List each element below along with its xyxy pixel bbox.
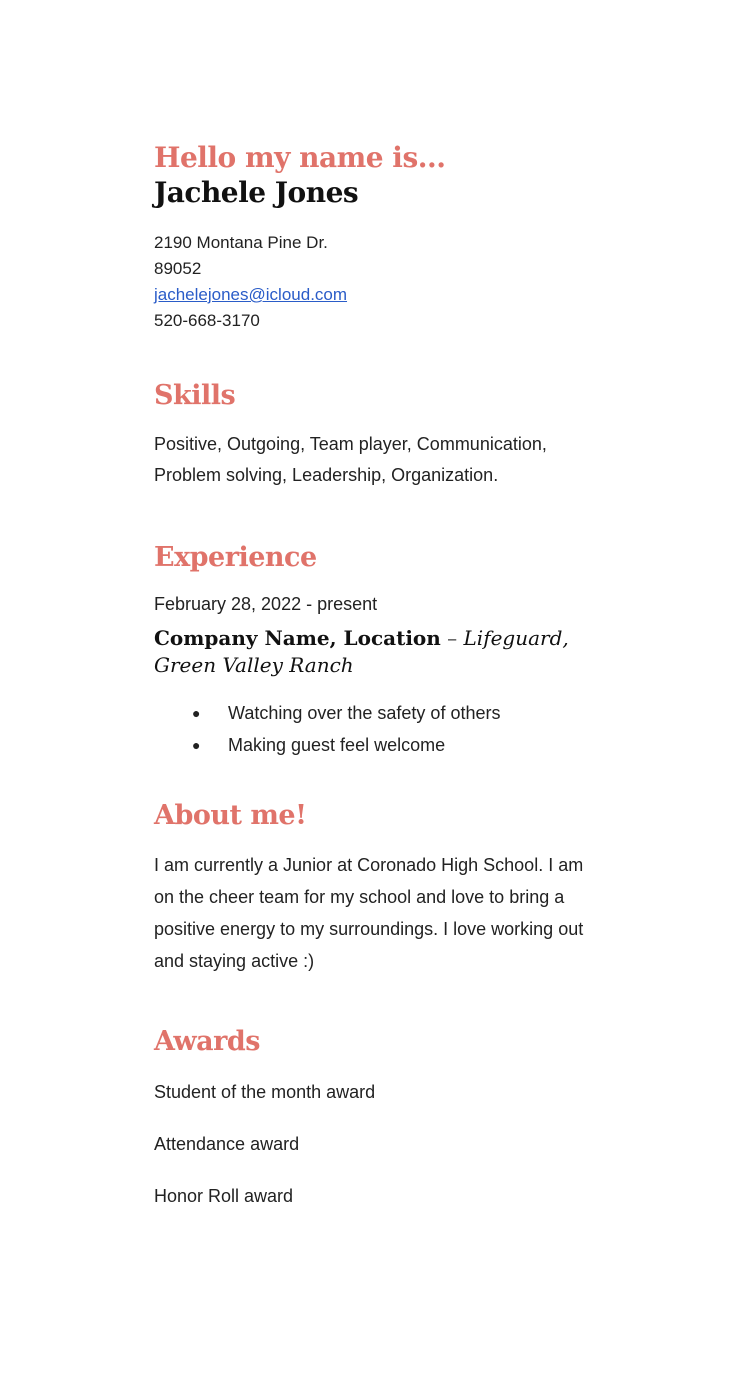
- job-title: Lifeguard, Green Valley Ranch: [154, 626, 569, 677]
- award-item: Attendance award: [154, 1134, 300, 1154]
- experience-section: [154, 541, 604, 761]
- experience-heading: Experience: [154, 542, 317, 573]
- skills-text: Positive, Outgoing, Team player, Communication, Problem solving, Leadership, Organization.: [154, 434, 547, 485]
- experience-bullets: [154, 697, 604, 761]
- list-item: [154, 729, 604, 761]
- about-section: [154, 799, 604, 977]
- zip-line: 89052: [154, 259, 202, 278]
- resume-page: [154, 140, 604, 1209]
- email-link[interactable]: jachelejones@icloud.com: [154, 285, 348, 304]
- about-text: I am currently a Junior at Coronado High School. I am on the cheer team for my school and love to bring a positive energy to my surroundings. I love working out and staying active :): [154, 855, 584, 971]
- bullet-icon: ●: [192, 705, 201, 721]
- experience-role: [154, 625, 604, 679]
- skills-heading: Skills: [154, 380, 236, 411]
- awards-section: [154, 1025, 604, 1209]
- company-name: Company Name, Location: [154, 626, 441, 650]
- address-line: 2190 Montana Pine Dr.: [154, 233, 328, 252]
- awards-heading: Awards: [154, 1026, 260, 1057]
- experience-date: February 28, 2022 - present: [154, 594, 378, 614]
- bullet-text: Making guest feel welcome: [228, 735, 446, 755]
- phone-line: 520-668-3170: [154, 311, 260, 330]
- greeting-heading: Hello my name is...: [154, 141, 446, 174]
- award-item: Honor Roll award: [154, 1186, 294, 1206]
- about-heading: About me!: [154, 800, 307, 831]
- email-line: [154, 282, 604, 308]
- role-separator: –: [440, 626, 464, 650]
- contact-block: [154, 230, 604, 334]
- bullet-text: Watching over the safety of others: [228, 703, 501, 723]
- skills-section: [154, 379, 604, 491]
- resume-header: [154, 140, 604, 210]
- award-item: Student of the month award: [154, 1082, 376, 1102]
- name-heading: Jachele Jones: [154, 176, 359, 209]
- bullet-icon: ●: [192, 737, 201, 753]
- list-item: [154, 697, 604, 729]
